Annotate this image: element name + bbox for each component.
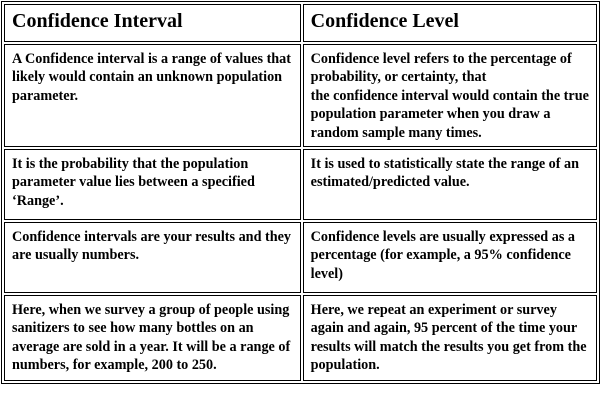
interval-example-cell: Here, when we survey a group of people using sanitizers to see how many bottles on an average are sold in a year. It will be a range of numbers, for example, 200 to 250. — [4, 295, 301, 381]
table-row — [4, 149, 597, 220]
level-definition-cell: Confidence level refers to the percentage of probability, or certainty, that the confidence interval would contain the true population parameter when you draw a random sample many times. — [303, 44, 597, 147]
level-example-cell: Here, we repeat an experiment or survey again and again, 95 percent of the time your results will match the results you get from the population. — [303, 295, 597, 381]
header-confidence-level: Confidence Level — [303, 4, 597, 42]
level-expression-cell: Confidence levels are usually expressed as a percentage (for example, a 95% confidence level) — [303, 222, 597, 293]
interval-results-cell: Confidence intervals are your results and they are usually numbers. — [4, 222, 301, 293]
table-row — [4, 222, 597, 293]
level-usage-cell: It is used to statistically state the range of an estimated/predicted value. — [303, 149, 597, 220]
table-row — [4, 44, 597, 147]
table-row — [4, 295, 597, 381]
header-confidence-interval: Confidence Interval — [4, 4, 301, 42]
interval-definition-cell: A Confidence interval is a range of values that likely would contain an unknown population parameter. — [4, 44, 301, 147]
interval-probability-cell: It is the probability that the population parameter value lies between a specified ‘Range’. — [4, 149, 301, 220]
header-row — [4, 4, 597, 42]
comparison-table — [1, 1, 600, 384]
